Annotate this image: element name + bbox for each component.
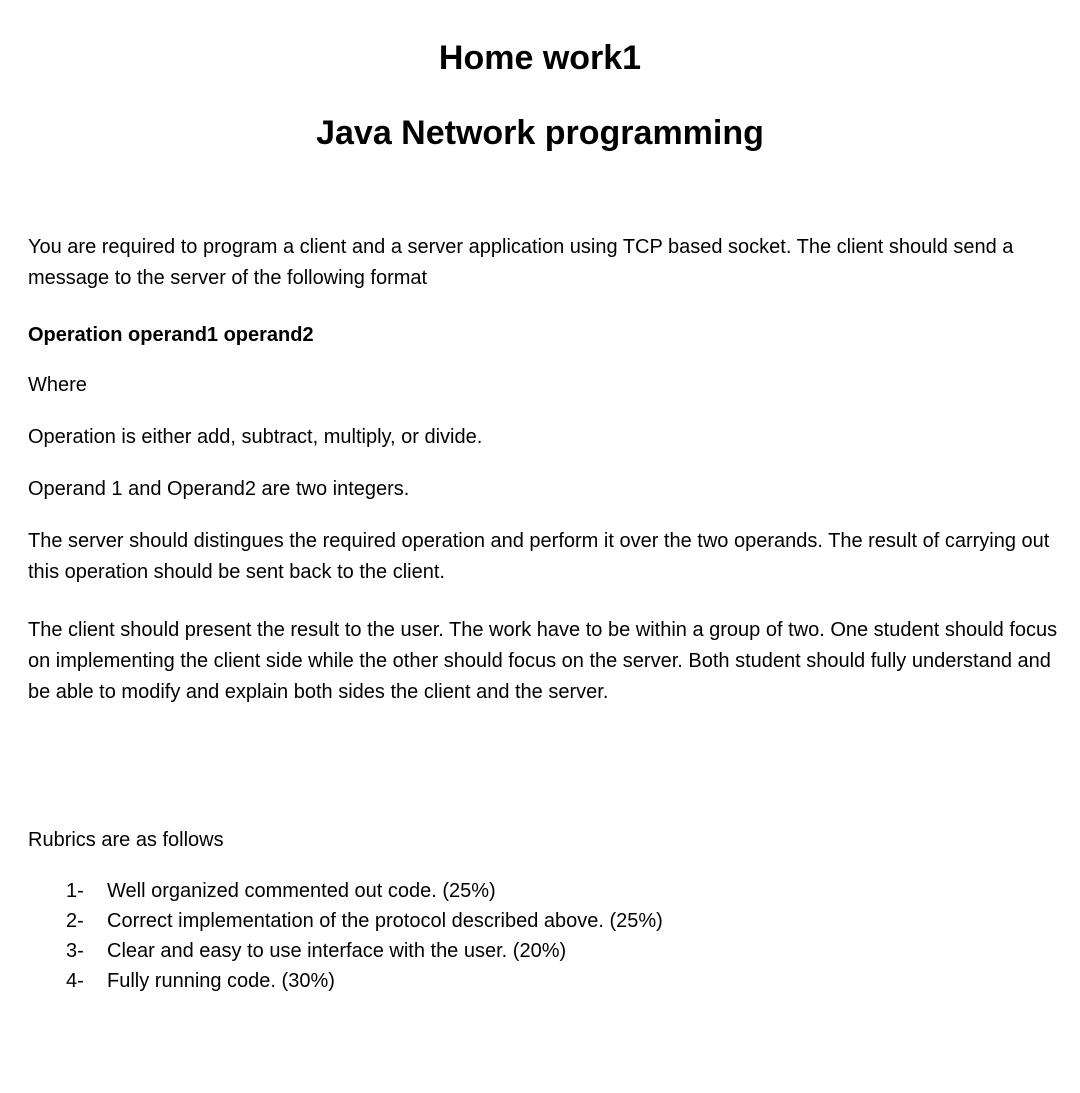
- rubric-item: [66, 906, 1046, 936]
- rubric-number: 4-: [66, 970, 84, 992]
- where-paragraph: Where: [28, 374, 87, 396]
- client-paragraph: The client should present the result to the user. The work have to be within a group of two. One student should focus on implementing the client side while the other should focus on the server. Both student should fully understand and be able to modify and explain both sides the client and the server.: [28, 619, 1058, 703]
- rubric-number: 3-: [66, 940, 84, 962]
- document-title: Home work1: [438, 39, 642, 77]
- rubric-item: [66, 966, 1046, 996]
- document-subtitle: Java Network programming: [316, 114, 764, 152]
- intro-paragraph: You are required to program a client and a server application using TCP based socket. The client should send a message to the server of the following format: [28, 236, 1014, 289]
- rubric-item: [66, 876, 1046, 906]
- rubrics-intro: Rubrics are as follows: [28, 829, 224, 851]
- rubric-text: Clear and easy to use interface with the user. (20%): [107, 940, 567, 962]
- rubric-number: 2-: [66, 910, 84, 932]
- message-format: Operation operand1 operand2: [28, 324, 314, 346]
- rubric-item: [66, 936, 1046, 966]
- rubric-number: 1-: [66, 880, 84, 902]
- rubric-text: Correct implementation of the protocol described above. (25%): [107, 910, 663, 932]
- server-paragraph: The server should distingues the required operation and perform it over the two operands. The result of carrying out this operation should be sent back to the client.: [28, 530, 1050, 583]
- rubric-list: [66, 876, 1046, 996]
- rubric-text: Well organized commented out code. (25%): [107, 880, 496, 902]
- rubric-text: Fully running code. (30%): [107, 970, 335, 992]
- operation-paragraph: Operation is either add, subtract, multiply, or divide.: [28, 426, 483, 448]
- operands-paragraph: Operand 1 and Operand2 are two integers.: [28, 478, 410, 500]
